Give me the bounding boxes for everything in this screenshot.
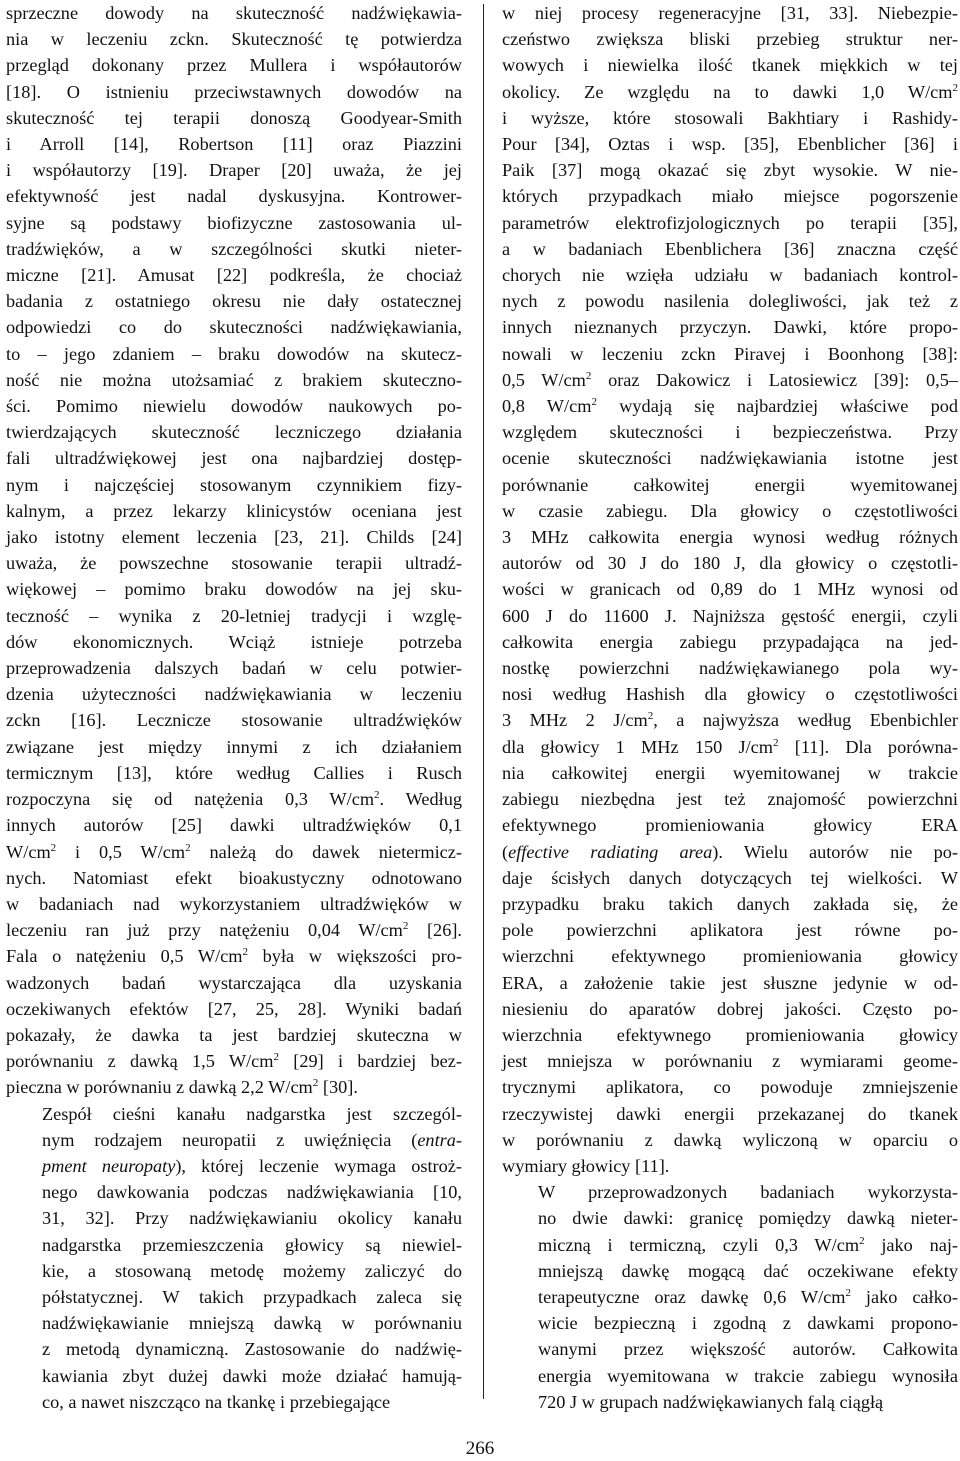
text-line: wymiary głowicy [11]. — [502, 1155, 670, 1176]
text-line: miczną i termiczną, czyli 0,3 $W/cm^2$ jako naj- — [538, 1234, 958, 1255]
text-line: chorych nie wzięła udziału w badaniach kontrol- — [502, 265, 958, 286]
text-line: więkowej – pomimo braku dowodów na jej sku- — [6, 579, 462, 600]
text-line: termicznym [13], które według Callies i Rusch — [6, 762, 462, 783]
left-paragraph-1 — [6, 0, 462, 1101]
text-line: nych. Natomiast efekt bioakustyczny odnotowano — [6, 867, 462, 888]
text-line: nych z powodu nasilenia dolegliwości, jak też z — [502, 291, 958, 312]
text-line: nadgarstka przemieszczenia głowicy są niewiel- — [42, 1234, 462, 1255]
text-line: Pour [34], Oztas i wsp. [35], Ebenblicher [36] i — [502, 134, 958, 155]
text-line: to – jego zdaniem – braku dowodów na skutecz- — [6, 343, 462, 364]
text-line: wowych i niewielka ilość tkanek miękkich w tej — [502, 55, 958, 76]
text-line: $W/cm^2$ i 0,5 $W/cm^2$ należą do dawek nietermicz- — [6, 841, 462, 862]
text-line: 31, 32]. Przy nadźwiękawianiu okolicy kanału — [42, 1208, 462, 1229]
text-line: 600 J do 11600 J. Najniższa gęstość energii, czyli — [502, 605, 958, 626]
text-line: efektywność jest nadal dyskusyjna. Kontrower- — [6, 186, 462, 207]
text-line: czeństwo zwiększa bliski przebieg struktur ner- — [502, 29, 958, 50]
text-line: w porównaniu z dawką wyliczoną w oparciu o — [502, 1129, 958, 1150]
text-line: kie, a stosowaną metodę możemy zaliczyć do — [42, 1260, 462, 1281]
column-divider — [483, 4, 484, 1399]
text-line: nia całkowitej energii wyemitowanej w trakcie — [502, 762, 958, 783]
text-line: co, a nawet niszcząco na tkankę i przebiegające — [42, 1391, 391, 1412]
text-line: jako istotny element leczenia [23, 21]. Childs [24] — [6, 527, 462, 548]
left-column — [6, 0, 462, 1415]
right-paragraph-2 — [502, 1179, 958, 1415]
text-line: 3 MHz całkowita energia wynosi według różnych — [502, 527, 958, 548]
text-line: pment neuropaty), której leczenie wymaga ostroż- — [42, 1155, 462, 1176]
text-line: ność nie można utożsamiać z brakiem skuteczno- — [6, 369, 462, 390]
text-line: syjne są podstawy biofizyczne zastosowania ul- — [6, 212, 462, 233]
text-line: no dwie dawki: granicę pomiędzy dawką nieter- — [538, 1208, 958, 1229]
text-line: badania z ostatniego okresu nie dały ostatecznej — [6, 291, 462, 312]
text-line: nym i najczęściej stosowanym czynnikiem fizy- — [6, 474, 462, 495]
text-line: ERA, a założenie takie jest słuszne jedynie w od- — [502, 972, 958, 993]
text-line: [18]. O istnieniu przeciwstawnych dowodów na — [6, 81, 462, 102]
text-line: w niej procesy regeneracyjne [31, 33]. Niebezpie- — [502, 3, 958, 23]
text-line: oczekiwanych efektów [27, 25, 28]. Wyniki badań — [6, 998, 462, 1019]
text-line: odpowiedzi co do skuteczności nadźwiękawiania, — [6, 317, 462, 338]
right-column — [502, 0, 958, 1415]
text-line: i Arroll [14], Robertson [11] oraz Piazzini — [6, 134, 462, 155]
text-line: miczne [21]. Amusat [22] podkreśla, że chociaż — [6, 265, 462, 286]
text-line: wierzchni efektywnego promieniowania głowicy — [502, 946, 958, 967]
text-line: dzenia użyteczności nadźwiękawiania w leczeniu — [6, 684, 462, 705]
text-line: i współautorzy [19]. Draper [20] uważa, że jej — [6, 160, 462, 181]
text-line: 0,5 $W/cm^2$ oraz Dakowicz i Latosiewicz [39]: 0,5– — [502, 369, 958, 390]
text-line: okolicy. Ze względu na to dawki 1,0 $W/cm^2$ — [502, 81, 958, 102]
text-line: ści. Pomimo niewielu dowodów naukowych po- — [6, 396, 462, 417]
text-line: kalnym, a przez lekarzy klinicystów oceniana jest — [6, 500, 462, 521]
text-line: W przeprowadzonych badaniach wykorzysta- — [538, 1182, 958, 1203]
text-line: nostkę powierzchni nadźwiękawianego pola wy- — [502, 658, 958, 679]
text-line: nosi według Hashish dla głowicy o częstotliwości — [502, 684, 958, 705]
text-line: innych nieznanych przyczyn. Dawki, które propo- — [502, 317, 958, 338]
text-line: całkowita energia zabiegu przypadająca na jed- — [502, 631, 958, 652]
text-line: twierdzających skuteczność leczniczego działania — [6, 422, 462, 443]
text-line: 0,8 $W/cm^2$ wydają się najbardziej właściwe pod — [502, 395, 958, 417]
text-line: teczność – wynika z 20-letniej tradycji i wzglę- — [6, 605, 462, 626]
text-line: a w badaniach Ebenblichera [36] znaczna część — [502, 238, 958, 259]
text-line: innych autorów [25] dawki ultradźwięków 0,1 — [6, 815, 462, 836]
text-line: Zespół cieśni kanału nadgarstka jest szczegól- — [42, 1103, 462, 1124]
text-line: porównaniu z dawką 1,5 $W/cm^2$ [29] i bardziej bez- — [6, 1051, 462, 1072]
text-line: z metodą dynamiczną. Zastosowanie do nadźwię- — [42, 1339, 462, 1360]
text-line: wadzonych badań wystarczająca dla uzyskania — [6, 972, 462, 993]
text-line: (effective radiating area). Wielu autorów nie po- — [502, 841, 959, 862]
right-paragraph-1 — [502, 0, 958, 1179]
text-line: przypadku braku takich danych zakłada się, że — [502, 893, 958, 914]
text-line: sprzeczne dowody na skuteczność nadźwiękawia- — [6, 3, 462, 23]
left-paragraph-2 — [6, 1101, 462, 1415]
text-line: niesieniu do aparatów dobrej jakości. Często po- — [502, 998, 958, 1019]
text-line: porównanie całkowitej energii wyemitowanej — [502, 474, 958, 495]
text-line: wicie bezpieczną i zgodną z dawkami propono- — [538, 1313, 958, 1334]
text-line: autorów od 30 J do 180 J, dla głowicy o częstotli- — [502, 553, 958, 574]
text-line: pokazały, że dawka ta jest bardziej skuteczna w — [6, 1024, 462, 1045]
text-line: i wyższe, które stosowali Bakhtiary i Rashidy- — [502, 107, 958, 128]
text-line: względem skuteczności i bezpieczeństwa. Przy — [502, 422, 958, 443]
text-line: pieczna w porównaniu z dawką 2,2 $W/cm^2$ [30]. — [6, 1077, 358, 1098]
text-line: 3 MHz 2 $J/cm^2$, a najwyższa według Ebenbichler — [502, 710, 959, 731]
text-line: ocenie skuteczności nadźwiękawiania istotne jest — [502, 448, 958, 469]
text-line: leczeniu ran już przy natężeniu 0,04 $W/cm^2$ [26]. — [6, 920, 462, 941]
text-line: efektywnego promieniowania głowicy ERA — [502, 815, 958, 836]
text-line: fali ultradźwiękowej jest ona najbardziej dostęp- — [6, 448, 462, 469]
text-line: przeprowadzenia dalszych badań w celu potwier- — [6, 658, 462, 679]
text-line: tradźwięków, a w szczególności skutki nieter- — [6, 238, 462, 259]
text-line: daje ścisłych danych dotyczących tej wielkości. W — [502, 867, 958, 888]
text-line: uważa, że powszechne stosowanie terapii ultradź- — [6, 553, 462, 574]
text-line: dów ekonomicznych. Wciąż istnieje potrzeba — [6, 631, 462, 652]
text-line: Fala o natężeniu 0,5 $W/cm^2$ była w większości pro- — [6, 946, 462, 967]
text-line: Paik [37] mogą okazać się zbyt wysokie. W nie- — [502, 160, 958, 181]
text-line: skuteczność tej terapii donoszą Goodyear-Smith — [6, 107, 462, 128]
text-line: w badaniach nad wykorzystaniem ultradźwięków w — [6, 893, 462, 914]
text-line: pole powierzchni aplikatora jest równe po- — [502, 920, 958, 941]
text-line: nym rodzajem neuropatii z uwięźnięcia (entra- — [42, 1129, 462, 1150]
text-line: których przypadkach miało miejsce pogorszenie — [502, 186, 958, 207]
text-line: zabiegu niezbędna jest też znajomość powierzchni — [502, 789, 958, 810]
text-line: wierzchnia efektywnego promieniowania głowicy — [502, 1024, 958, 1045]
text-line: związane jest między innymi z ich działaniem — [6, 736, 462, 757]
text-line: wanymi przez większość autorów. Całkowita — [538, 1339, 958, 1360]
text-line: rozpoczyna się od natężenia 0,3 $W/cm^2$. Według — [6, 789, 462, 810]
text-line: kawiania zbyt dużej dawki może działać hamują- — [42, 1365, 462, 1386]
text-line: jest mniejsza w porównaniu z wymiarami geome- — [502, 1051, 958, 1072]
text-line: nadźwiękawianie mniejszą dawką w porównaniu — [42, 1313, 462, 1334]
text-line: parametrów elektrofizjologicznych po terapii [35], — [502, 212, 958, 233]
text-line: energia wyemitowana w trakcie zabiegu wynosiła — [538, 1365, 958, 1386]
text-line: przegląd dokonany przez Mullera i współautorów — [6, 55, 462, 76]
text-line: w czasie zabiegu. Dla głowicy o częstotliwości — [502, 500, 958, 521]
text-line: nego dawkowania podczas nadźwiękawiania [10, — [42, 1182, 462, 1203]
text-line: nowali w leczeniu zckn Piravej i Boonhong [38]: — [502, 343, 958, 364]
text-line: dla głowicy 1 MHz 150 $J/cm^2$ [11]. Dla porówna- — [502, 736, 958, 757]
page-number: 266 — [465, 1438, 495, 1459]
text-line: zckn [16]. Lecznicze stosowanie ultradźwięków — [6, 710, 462, 731]
text-line: półstatycznej. W takich przypadkach zaleca się — [42, 1286, 462, 1307]
text-line: nia w leczeniu zckn. Skuteczność tę potwierdza — [6, 29, 462, 50]
text-line: rzeczywistej dawki energii przekazanej do tkanek — [502, 1103, 958, 1124]
text-line: terapeutyczne oraz dawkę 0,6 $W/cm^2$ jako całko- — [538, 1286, 958, 1307]
text-line: trycznymi aplikatora, co powoduje zmniejszenie — [502, 1077, 958, 1098]
text-line: 720 J w grupach nadźwiękawianych falą ciągłą — [538, 1391, 884, 1412]
text-line: mniejszą dawkę mogącą dać oczekiwane efekty — [538, 1260, 958, 1281]
text-line: wości w granicach od 0,89 do 1 MHz wynosi od — [502, 579, 958, 600]
